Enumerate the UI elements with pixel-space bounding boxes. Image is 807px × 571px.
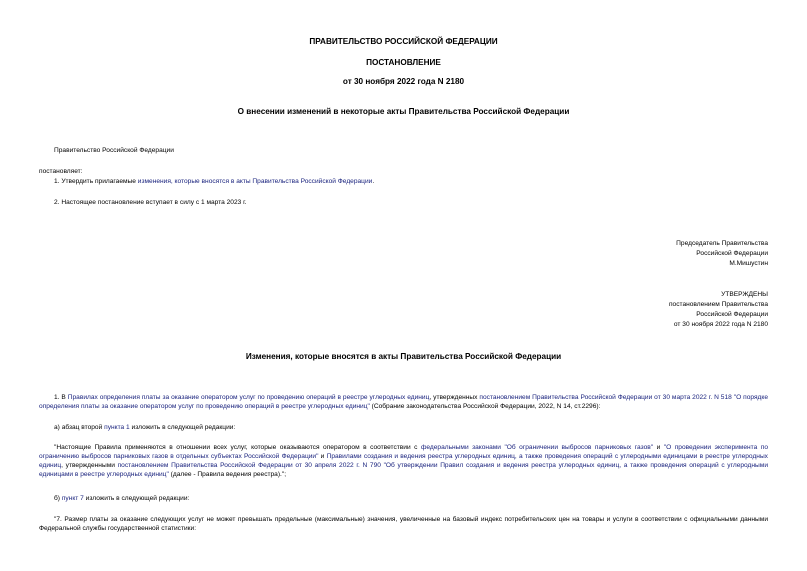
document-title: О внесении изменений в некоторые акты Правительства Российской Федерации	[237, 107, 570, 116]
subitem-b	[54, 494, 189, 503]
quote-1-text-c: и	[318, 453, 327, 460]
signature-name: М.Мишустин	[729, 260, 768, 267]
paragraph-1-text-c: (Собрание законодательства Российской Федерации, 2022, N 14, ст.2296):	[369, 403, 601, 410]
approved-line-2: постановлением Правительства	[668, 301, 768, 308]
registry-rules-link[interactable]: Правилами создания и ведения реестра углеродных единиц, а также проведения операций с углеродными единицами в реестре углеродных единиц	[39, 453, 768, 469]
government-heading: ПРАВИТЕЛЬСТВО РОССИЙСКОЙ ФЕДЕРАЦИИ	[309, 37, 498, 46]
item-1-prefix: 1. Утвердить прилагаемые	[54, 178, 138, 185]
intro-text: Правительство Российской Федерации	[54, 147, 174, 154]
approved-line-4: от 30 ноября 2022 года N 2180	[673, 321, 768, 328]
item-1-suffix: .	[372, 178, 375, 185]
document-type: ПОСТАНОВЛЕНИЕ	[366, 58, 441, 67]
decides-text: постановляет:	[39, 168, 83, 175]
quote-1-text-d: , утвержденными	[61, 462, 118, 469]
quote-1-text-a: "Настоящие Правила применяются в отношении всех услуг, которые оказываются оператором в соответствии с	[54, 444, 421, 451]
signature-org: Российской Федерации	[696, 250, 768, 257]
quote-1-text-b: и	[653, 444, 664, 451]
subitem-b-text-b: изложить в следующей редакции:	[83, 495, 190, 502]
subitem-a-text-a: а) абзац второй	[54, 424, 105, 431]
document-date-number: от 30 ноября 2022 года N 2180	[342, 77, 465, 86]
paragraph-1	[39, 393, 768, 411]
quote-1-text-e: (далее - Правила ведения реестра).";	[168, 471, 287, 478]
point-1-link[interactable]: пункта 1	[104, 424, 130, 431]
quote-2: "7. Размер платы за оказание следующих услуг не может превышать предельные (максимальные) значения, увеличенные на базовый индекс потребительских цен на товары и услуги в соответствии с официальными данными Федеральной службы государственной статистики:	[39, 516, 768, 532]
fee-rules-link[interactable]: Правилах определения платы за оказание оператором услуг по проведению операций в реестре углеродных единиц	[67, 394, 430, 401]
item-1	[54, 177, 374, 186]
subitem-b-text-a: б)	[54, 495, 62, 502]
experiment-law-link[interactable]: "О проведении эксперимента по ограничению выбросов парниковых газов в отдельных субъектах Российской Федерации"	[39, 444, 768, 460]
federal-laws-link[interactable]: федеральными законами "Об ограничении выбросов парниковых газов"	[420, 444, 654, 451]
paragraph-1-text-b: , утвержденных	[429, 394, 480, 401]
resolution-790-link[interactable]: постановлением Правительства Российской Федерации от 30 апреля 2022 г. N 790 "Об утверждении Правил создания и ведения реестра углеродных единиц, а также проведения операций с углеродными единицами в реестре углеродных единиц"	[39, 462, 768, 478]
approved-heading: УТВЕРЖДЕНЫ	[721, 291, 768, 298]
changes-title: Изменения, которые вносятся в акты Правительства Российской Федерации	[245, 352, 562, 361]
quote-1	[39, 443, 768, 479]
point-7-link[interactable]: пункт 7	[61, 495, 84, 502]
paragraph-1-text-a: 1. В	[54, 394, 68, 401]
resolution-518-link[interactable]: постановлением Правительства Российской Федерации от 30 марта 2022 г. N 518 "О порядке определения платы за оказание оператором услуг по проведению операций в реестре углеродных единиц"	[39, 394, 769, 410]
approved-line-3: Российской Федерации	[696, 311, 768, 318]
signature-position: Председатель Правительства	[676, 240, 768, 247]
changes-link[interactable]: изменения, которые вносятся в акты Правительства Российской Федерации	[137, 178, 373, 185]
item-2: 2. Настоящее постановление вступает в силу с 1 марта 2023 г.	[54, 199, 247, 206]
subitem-a	[54, 423, 235, 432]
subitem-a-text-b: изложить в следующей редакции:	[129, 424, 236, 431]
